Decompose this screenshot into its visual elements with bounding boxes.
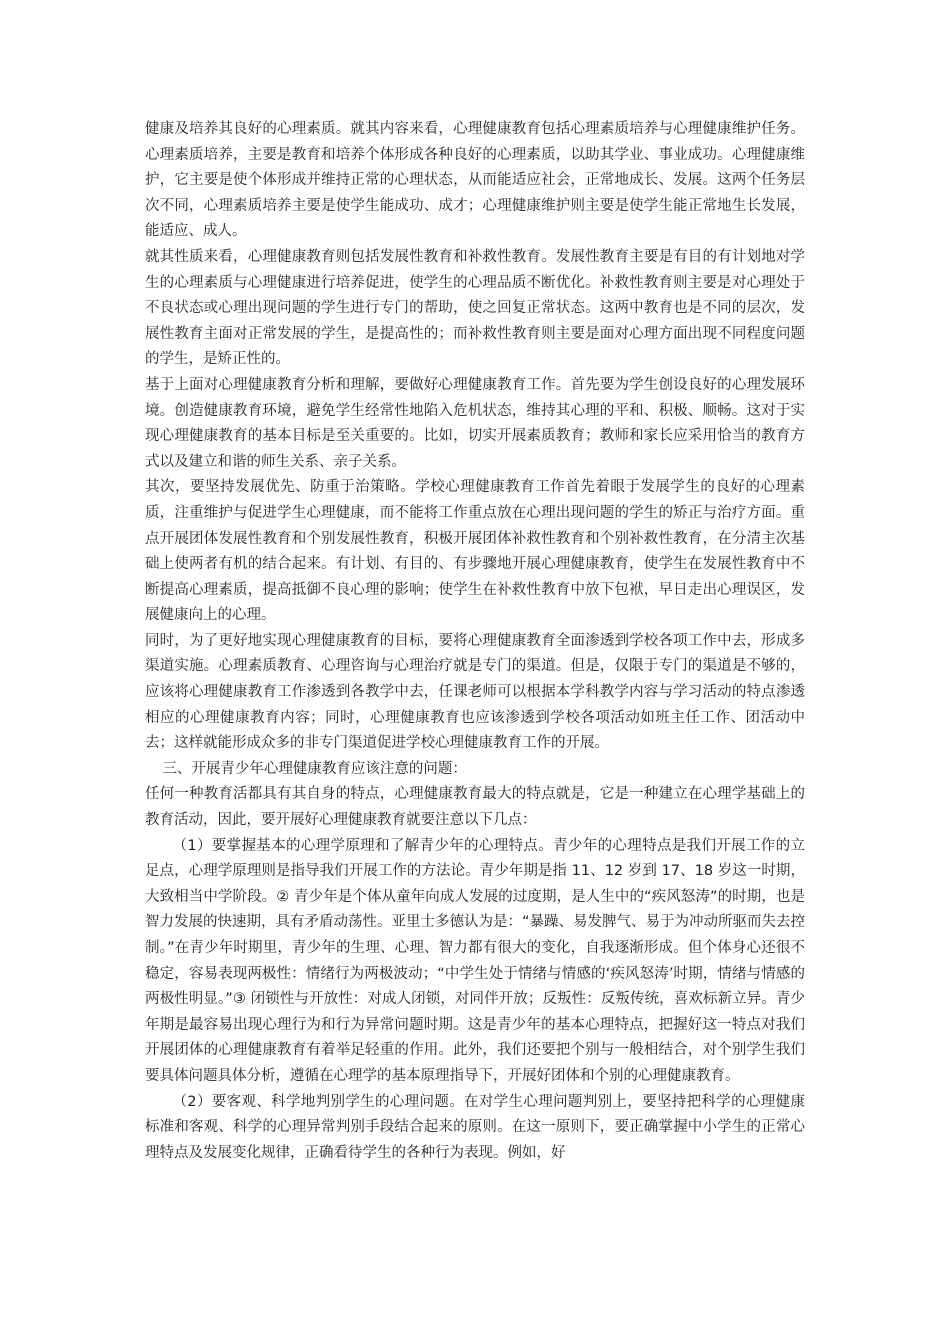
paragraph-point-one: （1）要掌握基本的心理学原理和了解青少年的心理特点。青少年的心理特点是我们开展工作的立足点，心理学原理则是指导我们开展工作的方法论。青少年期是指 11、12 岁到 17、18 岁这一时期，大致相当中学阶段。② 青少年是个体从童年向成人发展的过度期，是人生中的“疾风怒涛”的时期，也是智力发展的快速期，具有矛盾动荡性。亚里士多德认为是：“暴躁、易发脾气、易于为冲动所驱而失去控制。”在青少年时期里，青少年的生理、心理、智力都有很大的变化，自我逐渐形成。但个体身心还很不稳定，容易表现两极性：情绪行为两极波动；“中学生处于情绪与情感的‘疾风怒涛’时期，情绪与情感的两极性明显。”③ 闭锁性与开放性：对成人闭锁，对同伴开放；反叛性：反叛传统，喜欢标新立异。青少年期是最容易出现心理行为和行为异常问题时期。这是青少年的基本心理特点，把握好这一特点对我们开展团体的心理健康教育有着举足轻重的作用。此外，我们还要把个别与一般相结合，对个别学生我们要具体问题具体分析，遵循在心理学的基本原理指导下，开展好团体和个别的心理健康教育。 (145, 837, 805, 1084)
paragraph-environment: 基于上面对心理健康教育分析和理解，要做好心理健康教育工作。首先要为学生创设良好的心理发展环境。创造健康教育环境，避免学生经常性地陷入危机状态，维持其心理的平和、积极、顺畅。这对于实现心理健康教育的基本目标是至关重要的。比如，切实开展素质教育；教师和家长应采用恰当的教育方式以及建立和谐的师生关系、亲子关系。 (145, 376, 805, 470)
paragraph-point-two: （2）要客观、科学地判别学生的心理问题。在对学生心理问题判别上，要坚持把科学的心理健康标准和客观、科学的心理异常判别手段结合起来的原则。在这一原则下，要正确掌握中小学生的正常心理特点及发展变化规律，正确看待学生的各种行为表现。例如，好 (145, 1093, 805, 1161)
paragraph-multichannel: 同时，为了更好地实现心理健康教育的目标，要将心理健康教育全面渗透到学校各项工作中去，形成多渠道实施。心理素质教育、心理咨询与心理治疗就是专门的渠道。但是，仅限于专门的渠道是不够的，应该将心理健康教育工作渗透到各教学中去，任课老师可以根据本学科教学内容与学习活动的特点渗透相应的心理健康教育内容；同时，心理健康教育也应该渗透到学校各项活动如班主任工作、团活动中去；这样就能形成众多的非专门渠道促进学校心理健康教育工作的开展。 (145, 632, 805, 752)
paragraph-content-overview: 健康及培养其良好的心理素质。就其内容来看，心理健康教育包括心理素质培养与心理健康维护任务。心理素质培养，主要是教育和培养个体形成各种良好的心理素质，以助其学业、事业成功。心理健康维护，它主要是使个体形成并维持正常的心理状态，从而能适应社会，正常地成长、发展。这两个任务层次不同，心理素质培养主要是使学生能成功、成才；心理健康维护则主要是使学生能正常地生长发展，能适应、成人。 (145, 121, 805, 240)
document-page (145, 117, 805, 1327)
section-heading-three: 三、开展青少年心理健康教育应该注意的问题： (162, 760, 467, 777)
paragraph-nature: 就其性质来看，心理健康教育则包括发展性教育和补救性教育。发展性教育主要是有目的有计划地对学生的心理素质与心理健康进行培养促进，使学生的心理品质不断优化。补救性教育则主要是对心理处于不良状态或心理出现问题的学生进行专门的帮助，使之回复正常状态。这两中教育也是不同的层次，发展性教育主面对正常发展的学生，是提高性的；而补救性教育则主要是面对心理方面出现不同程度问题的学生，是矫正性的。 (145, 248, 805, 368)
paragraph-development-priority: 其次，要坚持发展优先、防重于治策略。学校心理健康教育工作首先着眼于发展学生的良好的心理素质，注重维护与促进学生心理健康，而不能将工作重点放在心理出现问题的学生的矫正与治疗方面。重点开展团体发展性教育和个别发展性教育，积极开展团体补救性教育和个别补救性教育，在分清主次基础上使两者有机的结合起来。有计划、有目的、有步骤地开展心理健康教育，使学生在发展性教育中不断提高心理素质，提高抵御不良心理的影响；使学生在补救性教育中放下包袱，早日走出心理误区，发展健康向上的心理。 (145, 479, 805, 624)
paragraph-characteristics: 任何一种教育活都具有其自身的特点，心理健康教育最大的特点就是，它是一种建立在心理学基础上的教育活动，因此，要开展好心理健康教育就要注意以下几点： (145, 786, 805, 829)
